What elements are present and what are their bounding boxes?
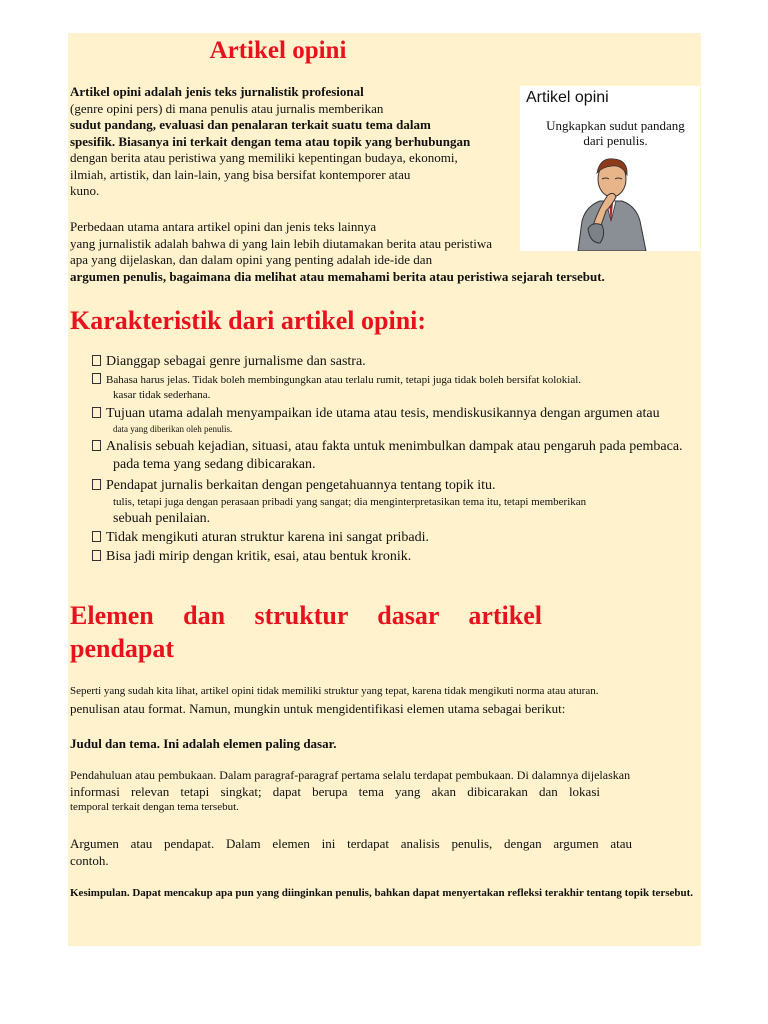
list-item-continuation: pada tema yang sedang dibicarakan. <box>113 457 316 472</box>
list-item <box>92 438 742 474</box>
elements-paragraph-line-2: penulisan atau format. Namun, mungkin untuk mengidentifikasi elemen utama sebagai berikut: <box>70 701 566 716</box>
list-item-continuation: kasar tidak sederhana. <box>113 389 211 401</box>
element-conclusion: Kesimpulan. Dapat mencakup apa pun yang diinginkan penulis, bahkan dapat menyertakan refleksi terakhir tentang topik tersebut. <box>70 887 694 899</box>
intro-line-5: dengan berita atau peristiwa yang memiliki kepentingan budaya, ekonomi, <box>70 150 458 165</box>
section-heading-characteristics: Karakteristik dari artikel opini: <box>70 306 427 335</box>
p2-line-3: apa yang dijelaskan, dan dalam opini yang penting adalah ide-ide dan <box>70 252 433 267</box>
p2-line-4: argumen penulis, bagaimana dia melihat atau memahami berita atau peristiwa sejarah tersebut. <box>70 269 605 284</box>
list-item-text: Bahasa harus jelas. Tidak boleh membingungkan atau terlalu rumit, tetapi juga tidak boleh bersifat kolokial. <box>106 374 582 386</box>
element-intro-line-1: Pendahuluan atau pembukaan. Dalam paragraf-paragraf pertama selalu terdapat pembukaan. Di dalamnya dijelaskan <box>70 768 631 782</box>
p2-line-2: yang jurnalistik adalah bahwa di yang lain lebih diutamakan berita atau peristiwa <box>70 235 492 251</box>
intro-line-3: sudut pandang, evaluasi dan penalaran terkait suatu tema dalam <box>70 117 431 132</box>
bullet-box-icon <box>92 373 101 384</box>
intro-line-6: ilmiah, artistik, dan lain-lain, yang bisa bersifat kontemporer atau <box>70 166 411 182</box>
element-argument-line-2: contoh. <box>70 853 109 868</box>
p2-line-1: Perbedaan utama antara artikel opini dan jenis teks lainnya <box>70 219 377 234</box>
element-title-theme: Judul dan tema. Ini adalah elemen paling dasar. <box>70 736 337 751</box>
list-item <box>92 373 742 403</box>
section-heading-elements: Elemen dan struktur dasar artikel <box>70 601 542 630</box>
intro-line-2: (genre opini pers) di mana penulis atau jurnalis memberikan <box>70 100 384 116</box>
list-item <box>92 353 742 371</box>
bullet-box-icon <box>92 479 101 490</box>
characteristics-list <box>92 353 742 566</box>
figure-box <box>520 86 700 251</box>
list-item-continuation: tulis, tetapi juga dengan perasaan pribadi yang sangat; dia menginterpretasikan tema itu, tetapi memberikan <box>113 496 587 508</box>
document-page <box>68 33 701 946</box>
list-item <box>92 548 742 566</box>
thinking-man-illustration-icon <box>572 151 650 251</box>
list-item-continuation: data yang diberikan oleh penulis. <box>113 424 233 434</box>
bullet-box-icon <box>92 407 101 418</box>
page-title: Artikel opini <box>209 37 347 64</box>
element-intro-line-2: informasi relevan tetapi singkat; dapat berupa tema yang akan dibicarakan dan lokasi <box>70 784 600 799</box>
list-item-text: Bisa jadi mirip dengan kritik, esai, atau bentuk kronik. <box>106 549 412 564</box>
list-item <box>92 477 742 528</box>
bullet-box-icon <box>92 531 101 542</box>
list-item-continuation: sebuah penilaian. <box>113 511 211 526</box>
section-heading-elements-line-2: pendapat <box>70 634 175 663</box>
intro-paragraph <box>70 84 528 200</box>
list-item <box>92 529 742 547</box>
list-item-text: Analisis sebuah kejadian, situasi, atau fakta untuk menimbulkan dampak atau pengaruh pada pembaca. <box>106 439 683 454</box>
intro-line-1: Artikel opini adalah jenis teks jurnalistik profesional <box>70 84 364 99</box>
figure-caption-line-1: Ungkapkan sudut pandang <box>546 118 685 133</box>
difference-paragraph <box>70 219 528 269</box>
figure-caption-line-2: dari penulis. <box>583 133 648 148</box>
list-item <box>92 405 742 435</box>
bullet-box-icon <box>92 550 101 561</box>
list-item-text: Tidak mengikuti aturan struktur karena ini sangat pribadi. <box>106 530 429 545</box>
element-argument-line-1: Argumen atau pendapat. Dalam elemen ini terdapat analisis penulis, dengan argumen atau <box>70 836 632 851</box>
element-intro-line-3: temporal terkait dengan tema tersebut. <box>70 801 239 813</box>
figure-title: Artikel opini <box>526 89 609 106</box>
figure-caption <box>528 118 703 148</box>
intro-line-4: spesifik. Biasanya ini terkait dengan tema atau topik yang berhubungan <box>70 133 471 149</box>
elements-paragraph-line-1: Seperti yang sudah kita lihat, artikel opini tidak memiliki struktur yang tepat, karena tidak mengikuti norma atau aturan. <box>70 685 599 697</box>
list-item-text: Pendapat jurnalis berkaitan dengan pengetahuannya tentang topik itu. <box>106 478 496 493</box>
bullet-box-icon <box>92 440 101 451</box>
bullet-box-icon <box>92 355 101 366</box>
intro-line-7: kuno. <box>70 183 100 198</box>
list-item-text: Tujuan utama adalah menyampaikan ide utama atau tesis, mendiskusikannya dengan argumen atau <box>106 406 660 421</box>
list-item-text: Dianggap sebagai genre jurnalisme dan sastra. <box>106 354 366 369</box>
